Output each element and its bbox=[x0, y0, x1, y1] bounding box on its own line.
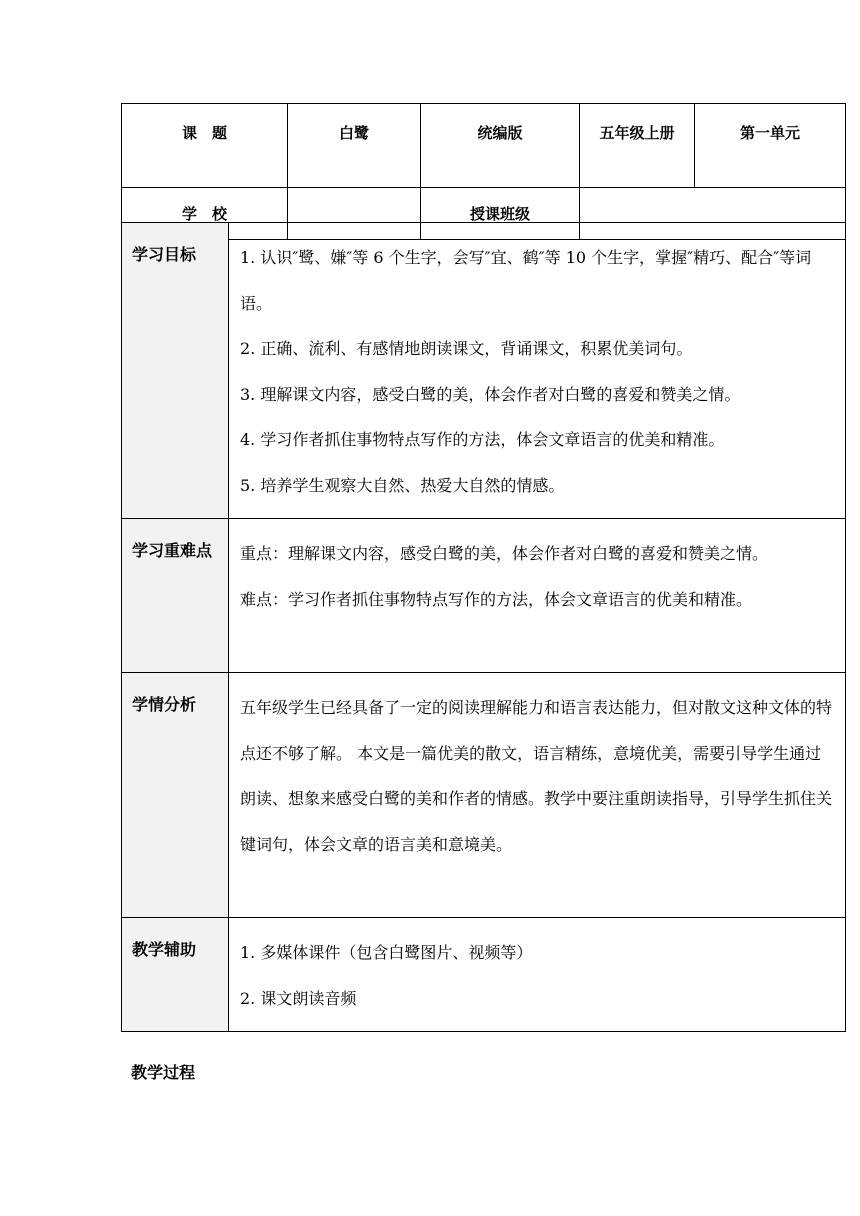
aids-content bbox=[229, 918, 846, 1032]
school-label: 学 校 bbox=[122, 188, 288, 240]
goals-content bbox=[229, 223, 846, 519]
key-point-item: 重点：理解课文内容，感受白鹭的美，体会作者对白鹭的喜爱和赞美之情。 bbox=[240, 544, 769, 563]
key-point-item: 难点：学习作者抓住事物特点写作的方法，体会文章语言的优美和精准。 bbox=[240, 589, 753, 609]
goal-item: 2. 正确、流利、有感情地朗读课文，背诵课文，积累优美词句。 bbox=[240, 339, 693, 358]
key-points-content bbox=[229, 519, 846, 673]
lesson-title: 白鹭 bbox=[288, 104, 421, 188]
aid-item: 1. 多媒体课件（包含白鹭图片、视频等） bbox=[240, 943, 533, 962]
aid-item: 2. 课文朗读音频 bbox=[240, 988, 357, 1008]
analysis-label: 学情分析 bbox=[122, 673, 229, 918]
goal-item: 1. 认识″鹭、嫌″等 6 个生字，会写″宜、鹤″等 10 个生字，掌握″精巧、配合″等词语。 bbox=[240, 248, 812, 313]
goal-item: 3. 理解课文内容，感受白鹭的美，体会作者对白鹭的喜爱和赞美之情。 bbox=[240, 384, 741, 404]
lesson-detail-table bbox=[121, 222, 846, 1032]
header-row-topic bbox=[122, 104, 846, 188]
goal-item: 5. 培养学生观察大自然、热爱大自然的情感。 bbox=[240, 475, 565, 495]
key-points-label: 学习重难点 bbox=[122, 519, 229, 673]
analysis-content bbox=[229, 673, 846, 918]
class-label: 授课班级 bbox=[421, 188, 580, 240]
aids-label: 教学辅助 bbox=[122, 918, 229, 1032]
goals-label: 学习目标 bbox=[122, 223, 229, 519]
unit-cell: 第一单元 bbox=[695, 104, 846, 188]
topic-label: 课 题 bbox=[122, 104, 288, 188]
analysis-row bbox=[122, 673, 846, 918]
aids-row bbox=[122, 918, 846, 1032]
goals-row bbox=[122, 223, 846, 519]
lesson-header-table bbox=[121, 103, 846, 240]
goal-item: 4. 学习作者抓住事物特点写作的方法，体会文章语言的优美和精准。 bbox=[240, 430, 725, 449]
edition-cell: 统编版 bbox=[421, 104, 580, 188]
grade-cell: 五年级上册 bbox=[580, 104, 695, 188]
analysis-text: 五年级学生已经具备了一定的阅读理解能力和语言表达能力，但对散文这种文体的特点还不够了解。 本文是一篇优美的散文，语言精练，意境优美，需要引导学生通过朗读、想象来感受白鹭的美和作者的情感。教学中要注重朗读指导，引导学生抓住关键词句，体会文章的语言美和意境美。 bbox=[240, 698, 833, 854]
teaching-process-title: 教学过程 bbox=[131, 1063, 196, 1082]
key-points-row bbox=[122, 519, 846, 673]
